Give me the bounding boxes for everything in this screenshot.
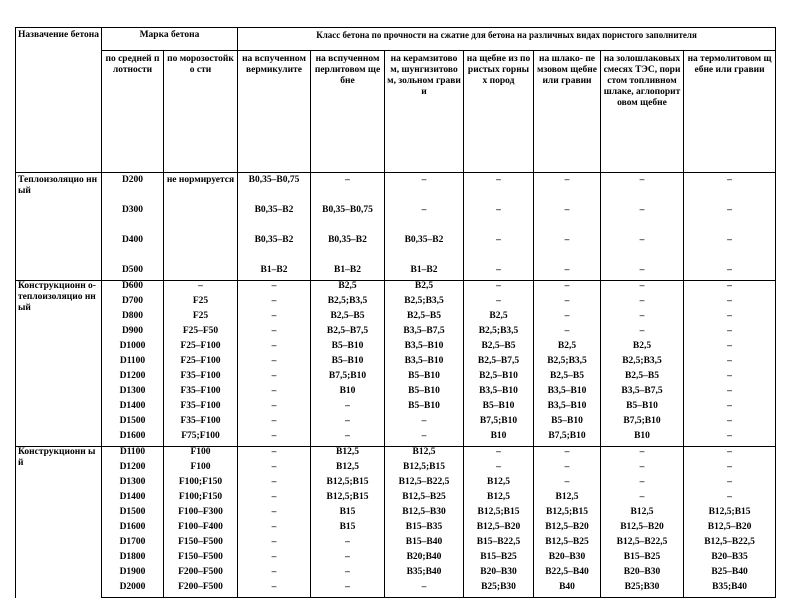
class-cell: – xyxy=(311,401,385,416)
class-cell: B5–B10 xyxy=(311,341,385,356)
class-cell: B10 xyxy=(311,386,385,401)
frost-grade-cell: F25–F100 xyxy=(164,341,238,356)
table-row xyxy=(16,296,776,311)
class-cell: B3,5–B7,5 xyxy=(601,386,684,401)
class-cell: B0,35–B0,75 xyxy=(311,205,385,220)
class-cell: – xyxy=(238,341,311,356)
class-cell: B2,5–B5 xyxy=(385,311,464,326)
class-cell: – xyxy=(464,296,534,311)
table-row xyxy=(16,447,776,463)
class-cell: B2,5 xyxy=(464,311,534,326)
class-cell: – xyxy=(684,431,776,447)
class-cell: B20–B30 xyxy=(601,567,684,582)
class-cell: B7,5;B10 xyxy=(464,416,534,431)
table-row xyxy=(16,567,776,582)
class-cell: – xyxy=(601,326,684,341)
table-row xyxy=(16,311,776,326)
density-grade-cell: D1800 xyxy=(102,552,164,567)
class-cell: – xyxy=(684,492,776,507)
class-cell xyxy=(601,220,684,235)
class-cell: – xyxy=(684,235,776,250)
class-cell: B12,5–B20 xyxy=(534,522,601,537)
class-cell xyxy=(238,190,311,205)
table-row xyxy=(16,386,776,401)
density-grade-cell: D1300 xyxy=(102,477,164,492)
class-cell: – xyxy=(311,431,385,447)
frost-grade-cell: F75;F100 xyxy=(164,431,238,447)
class-cell: B12,5 xyxy=(464,492,534,507)
class-cell: – xyxy=(464,235,534,250)
class-cell: B12,5–B20 xyxy=(601,522,684,537)
group-name: Конструкционн о- теплоизоляцио нный xyxy=(16,281,102,447)
class-cell: – xyxy=(601,477,684,492)
class-cell: B20–B30 xyxy=(534,552,601,567)
class-cell: – xyxy=(464,447,534,463)
class-cell: – xyxy=(601,311,684,326)
class-cell: – xyxy=(385,416,464,431)
class-cell: B0,35–B2 xyxy=(238,235,311,250)
density-grade-cell: D900 xyxy=(102,326,164,341)
class-cell: – xyxy=(684,296,776,311)
frost-grade-cell: F100 xyxy=(164,447,238,463)
class-cell: B35;B40 xyxy=(385,567,464,582)
class-cell: B12,5;B15 xyxy=(311,477,385,492)
class-cell: B0,35–B2 xyxy=(385,235,464,250)
header-class-group: Класс бетона по прочности на сжатие для бетона на различных видах пористого заполнителя xyxy=(238,28,776,51)
class-cell: B12,5 xyxy=(464,477,534,492)
frost-grade-cell: F200–F500 xyxy=(164,582,238,598)
class-cell: B12,5;B15 xyxy=(684,507,776,522)
table-row xyxy=(16,250,776,265)
class-cell: B12,5;B15 xyxy=(534,507,601,522)
class-cell: – xyxy=(684,371,776,386)
class-cell: B5–B10 xyxy=(464,401,534,416)
class-cell: B12,5;B15 xyxy=(385,462,464,477)
table-row xyxy=(16,190,776,205)
density-grade-cell: D1700 xyxy=(102,537,164,552)
table-row xyxy=(16,341,776,356)
frost-grade-cell: F100–F300 xyxy=(164,507,238,522)
class-cell: – xyxy=(238,477,311,492)
table-row xyxy=(16,401,776,416)
class-cell: B2,5–B10 xyxy=(464,371,534,386)
density-grade-cell: D300 xyxy=(102,205,164,220)
class-cell: – xyxy=(464,205,534,220)
class-cell: – xyxy=(684,265,776,281)
class-cell: B3,5–B10 xyxy=(464,386,534,401)
table-row xyxy=(16,431,776,447)
class-cell: B12,5;B15 xyxy=(464,507,534,522)
class-cell: B2,5 xyxy=(601,341,684,356)
table-row xyxy=(16,582,776,598)
class-cell: – xyxy=(311,582,385,598)
class-cell: B12,5 xyxy=(311,462,385,477)
class-cell: B0,35–B0,75 xyxy=(238,173,311,191)
class-cell: B22,5–B40 xyxy=(534,567,601,582)
class-cell: B0,35–B2 xyxy=(238,205,311,220)
class-cell xyxy=(684,190,776,205)
density-grade-cell: D1400 xyxy=(102,401,164,416)
class-cell: B2,5–B5 xyxy=(601,371,684,386)
class-cell: B2,5;B3,5 xyxy=(601,356,684,371)
class-cell xyxy=(238,250,311,265)
class-cell: – xyxy=(385,173,464,191)
frost-grade-cell: F150–F500 xyxy=(164,537,238,552)
class-cell: B1–B2 xyxy=(238,265,311,281)
class-cell: – xyxy=(238,582,311,598)
class-cell: B7,5;B10 xyxy=(311,371,385,386)
density-grade-cell: D400 xyxy=(102,235,164,250)
class-cell: B10 xyxy=(464,431,534,447)
class-cell xyxy=(601,250,684,265)
class-cell: B2,5–B7,5 xyxy=(464,356,534,371)
class-cell: – xyxy=(684,356,776,371)
header-grade-group: Марка бетона xyxy=(102,28,238,51)
class-cell: – xyxy=(238,522,311,537)
class-cell: B2,5;B3,5 xyxy=(311,296,385,311)
class-cell: – xyxy=(385,582,464,598)
class-cell: – xyxy=(601,281,684,297)
frost-grade-cell: F25 xyxy=(164,296,238,311)
class-cell: B15–B35 xyxy=(385,522,464,537)
class-cell: B12,5–B20 xyxy=(684,522,776,537)
class-cell: B12,5 xyxy=(385,447,464,463)
class-cell: – xyxy=(684,173,776,191)
table-body xyxy=(16,173,776,598)
class-cell: – xyxy=(534,311,601,326)
density-grade-cell: D1200 xyxy=(102,371,164,386)
class-cell: B20–B30 xyxy=(464,567,534,582)
table-row xyxy=(16,507,776,522)
class-cell: – xyxy=(601,447,684,463)
class-cell: – xyxy=(238,356,311,371)
header-sub-5: на щебне из пористых горных пород xyxy=(464,51,534,173)
table-row xyxy=(16,522,776,537)
density-grade-cell xyxy=(102,250,164,265)
header-sub-4: на керамзитовом, шунгизитовом, зольном гравии xyxy=(385,51,464,173)
class-cell: B25;B30 xyxy=(464,582,534,598)
class-cell: B3,5–B10 xyxy=(534,401,601,416)
class-cell: B12,5–B25 xyxy=(534,537,601,552)
density-grade-cell: D1900 xyxy=(102,567,164,582)
header-sub-6: на шлако- пемзовом щебне или гравии xyxy=(534,51,601,173)
frost-grade-cell: F200–F500 xyxy=(164,567,238,582)
class-cell: B7,5;B10 xyxy=(534,431,601,447)
class-cell xyxy=(385,190,464,205)
class-cell: – xyxy=(238,326,311,341)
group-name: Конструкционн ый xyxy=(16,447,102,598)
class-cell xyxy=(464,220,534,235)
frost-grade-cell xyxy=(164,205,238,220)
class-cell: B12,5–B30 xyxy=(385,507,464,522)
frost-grade-cell: F100;F150 xyxy=(164,477,238,492)
class-cell: – xyxy=(311,567,385,582)
class-cell: – xyxy=(534,173,601,191)
density-grade-cell: D1500 xyxy=(102,507,164,522)
density-grade-cell xyxy=(102,220,164,235)
class-cell: B2,5–B5 xyxy=(311,311,385,326)
table-row xyxy=(16,235,776,250)
table-row xyxy=(16,477,776,492)
class-cell: – xyxy=(684,462,776,477)
class-cell xyxy=(311,190,385,205)
density-grade-cell: D1100 xyxy=(102,356,164,371)
frost-grade-cell xyxy=(164,235,238,250)
class-cell: B15–B25 xyxy=(601,552,684,567)
density-grade-cell: D1600 xyxy=(102,522,164,537)
class-cell: B1–B2 xyxy=(311,265,385,281)
density-grade-cell: D200 xyxy=(102,173,164,191)
class-cell: B2,5 xyxy=(311,281,385,297)
class-cell: B5–B10 xyxy=(311,356,385,371)
table-row xyxy=(16,371,776,386)
class-cell: – xyxy=(464,173,534,191)
class-cell: – xyxy=(534,265,601,281)
table-row xyxy=(16,537,776,552)
class-cell: – xyxy=(601,173,684,191)
density-grade-cell: D500 xyxy=(102,265,164,281)
table-row xyxy=(16,462,776,477)
table-row xyxy=(16,326,776,341)
table-row xyxy=(16,173,776,191)
class-cell: – xyxy=(311,173,385,191)
class-cell xyxy=(534,190,601,205)
class-cell: – xyxy=(311,552,385,567)
header-sub-1: по морозостойко сти xyxy=(164,51,238,173)
class-cell: B2,5;B3,5 xyxy=(534,356,601,371)
class-cell: – xyxy=(534,477,601,492)
density-grade-cell xyxy=(102,190,164,205)
class-cell: B2,5;B3,5 xyxy=(464,326,534,341)
class-cell: B12,5 xyxy=(601,507,684,522)
density-grade-cell: D1100 xyxy=(102,447,164,463)
class-cell: B3,5–B10 xyxy=(385,356,464,371)
density-grade-cell: D1000 xyxy=(102,341,164,356)
frost-grade-cell xyxy=(164,190,238,205)
class-cell: B5–B10 xyxy=(385,371,464,386)
class-cell xyxy=(534,250,601,265)
class-cell: B12,5 xyxy=(311,447,385,463)
density-grade-cell: D1300 xyxy=(102,386,164,401)
class-cell: – xyxy=(464,462,534,477)
header-name: Назвачение бетона xyxy=(16,28,102,173)
class-cell: – xyxy=(684,477,776,492)
class-cell: B5–B10 xyxy=(385,401,464,416)
class-cell: – xyxy=(238,431,311,447)
class-cell: B1–B2 xyxy=(385,265,464,281)
header-sub-2: на вспученном вермикулите xyxy=(238,51,311,173)
class-cell: – xyxy=(534,281,601,297)
class-cell: B3,5–B10 xyxy=(534,386,601,401)
class-cell: – xyxy=(534,205,601,220)
class-cell: – xyxy=(601,296,684,311)
class-cell: – xyxy=(684,386,776,401)
class-cell: B15 xyxy=(311,522,385,537)
frost-grade-cell: F35–F100 xyxy=(164,371,238,386)
density-grade-cell: D1500 xyxy=(102,416,164,431)
frost-grade-cell: F100–F400 xyxy=(164,522,238,537)
class-cell: B0,35–B2 xyxy=(311,235,385,250)
table-row xyxy=(16,205,776,220)
class-cell xyxy=(464,250,534,265)
class-cell xyxy=(684,250,776,265)
frost-grade-cell: F100;F150 xyxy=(164,492,238,507)
concrete-class-table xyxy=(15,27,776,598)
header-sub-8: на термолитовом щебне или гравии xyxy=(684,51,776,173)
class-cell: B5–B10 xyxy=(385,386,464,401)
class-cell: – xyxy=(238,416,311,431)
frost-grade-cell: F100 xyxy=(164,462,238,477)
class-cell: B12,5 xyxy=(534,492,601,507)
density-grade-cell: D800 xyxy=(102,311,164,326)
class-cell: – xyxy=(385,205,464,220)
frost-grade-cell: F35–F100 xyxy=(164,386,238,401)
class-cell xyxy=(684,220,776,235)
table-row xyxy=(16,220,776,235)
density-grade-cell: D1200 xyxy=(102,462,164,477)
class-cell xyxy=(385,220,464,235)
density-grade-cell: D1600 xyxy=(102,431,164,447)
frost-grade-cell: – xyxy=(164,281,238,297)
frost-grade-cell: F35–F100 xyxy=(164,401,238,416)
class-cell xyxy=(385,250,464,265)
class-cell xyxy=(311,250,385,265)
table-row xyxy=(16,416,776,431)
class-cell: B12,5–B22,5 xyxy=(684,537,776,552)
class-cell: – xyxy=(238,537,311,552)
class-cell: – xyxy=(684,401,776,416)
class-cell xyxy=(464,190,534,205)
class-cell: B2,5;B3,5 xyxy=(385,296,464,311)
class-cell: – xyxy=(238,281,311,297)
class-cell: – xyxy=(684,205,776,220)
class-cell: B2,5–B5 xyxy=(534,371,601,386)
class-cell: – xyxy=(534,296,601,311)
class-cell: B5–B10 xyxy=(601,401,684,416)
class-cell: B15–B40 xyxy=(385,537,464,552)
table-row xyxy=(16,281,776,297)
class-cell: B2,5–B7,5 xyxy=(311,326,385,341)
frost-grade-cell xyxy=(164,265,238,281)
class-cell: – xyxy=(238,311,311,326)
class-cell: B2,5–B5 xyxy=(464,341,534,356)
table-row xyxy=(16,356,776,371)
class-cell: B35;B40 xyxy=(684,582,776,598)
density-grade-cell: D700 xyxy=(102,296,164,311)
frost-grade-cell: F25 xyxy=(164,311,238,326)
class-cell: – xyxy=(311,537,385,552)
class-cell: – xyxy=(238,492,311,507)
class-cell: B12,5–B22,5 xyxy=(385,477,464,492)
class-cell: B3,5–B7,5 xyxy=(385,326,464,341)
class-cell: – xyxy=(601,205,684,220)
class-cell: – xyxy=(684,416,776,431)
group-name: Теплоизоляцио нный xyxy=(16,173,102,281)
class-cell: B12,5–B20 xyxy=(464,522,534,537)
class-cell: – xyxy=(534,447,601,463)
class-cell: – xyxy=(238,371,311,386)
class-cell: – xyxy=(601,462,684,477)
frost-grade-cell: F35–F100 xyxy=(164,416,238,431)
class-cell: B2,5 xyxy=(534,341,601,356)
class-cell: – xyxy=(534,326,601,341)
class-cell: B12,5–B22,5 xyxy=(601,537,684,552)
class-cell: – xyxy=(238,401,311,416)
frost-grade-cell: F25–F100 xyxy=(164,356,238,371)
class-cell: B2,5 xyxy=(385,281,464,297)
class-cell: – xyxy=(464,281,534,297)
header-sub-0: по средней плотности xyxy=(102,51,164,173)
class-cell: – xyxy=(534,235,601,250)
class-cell: – xyxy=(238,296,311,311)
class-cell xyxy=(311,220,385,235)
class-cell: B15–B25 xyxy=(464,552,534,567)
frost-grade-cell xyxy=(164,250,238,265)
header-sub-7: на золошлаковых смесях ТЭС, пористом топливном шлаке, аглопоритовом щебне xyxy=(601,51,684,173)
table-row xyxy=(16,552,776,567)
class-cell: – xyxy=(684,326,776,341)
class-cell: B40 xyxy=(534,582,601,598)
density-grade-cell: D1400 xyxy=(102,492,164,507)
class-cell: – xyxy=(311,416,385,431)
class-cell: – xyxy=(684,341,776,356)
class-cell: B12,5;B15 xyxy=(311,492,385,507)
class-cell: – xyxy=(684,311,776,326)
class-cell: – xyxy=(238,552,311,567)
frost-grade-cell xyxy=(164,220,238,235)
class-cell: – xyxy=(238,507,311,522)
class-cell xyxy=(601,190,684,205)
class-cell: – xyxy=(601,492,684,507)
class-cell: B5–B10 xyxy=(534,416,601,431)
class-cell: B15–B22,5 xyxy=(464,537,534,552)
class-cell: – xyxy=(534,462,601,477)
class-cell: – xyxy=(238,567,311,582)
class-cell xyxy=(534,220,601,235)
class-cell: – xyxy=(238,386,311,401)
header-sub-3: на вспученном перлитовом щебне xyxy=(311,51,385,173)
class-cell: – xyxy=(238,447,311,463)
density-grade-cell: D600 xyxy=(102,281,164,297)
table-row xyxy=(16,492,776,507)
class-cell: B10 xyxy=(601,431,684,447)
class-cell: B12,5–B25 xyxy=(385,492,464,507)
table-row xyxy=(16,265,776,281)
class-cell: – xyxy=(601,265,684,281)
class-cell: – xyxy=(601,235,684,250)
class-cell: B15 xyxy=(311,507,385,522)
class-cell: B3,5–B10 xyxy=(385,341,464,356)
class-cell: B25;B30 xyxy=(601,582,684,598)
frost-grade-cell: F25–F50 xyxy=(164,326,238,341)
class-cell: – xyxy=(464,265,534,281)
frost-grade-cell: не нормируется xyxy=(164,173,238,191)
class-cell: – xyxy=(684,447,776,463)
class-cell: – xyxy=(684,281,776,297)
class-cell: – xyxy=(385,431,464,447)
class-cell: B20–B35 xyxy=(684,552,776,567)
class-cell: B20;B40 xyxy=(385,552,464,567)
density-grade-cell: D2000 xyxy=(102,582,164,598)
frost-grade-cell: F150–F500 xyxy=(164,552,238,567)
class-cell: B25–B40 xyxy=(684,567,776,582)
class-cell: – xyxy=(238,462,311,477)
class-cell xyxy=(238,220,311,235)
class-cell: B7,5;B10 xyxy=(601,416,684,431)
